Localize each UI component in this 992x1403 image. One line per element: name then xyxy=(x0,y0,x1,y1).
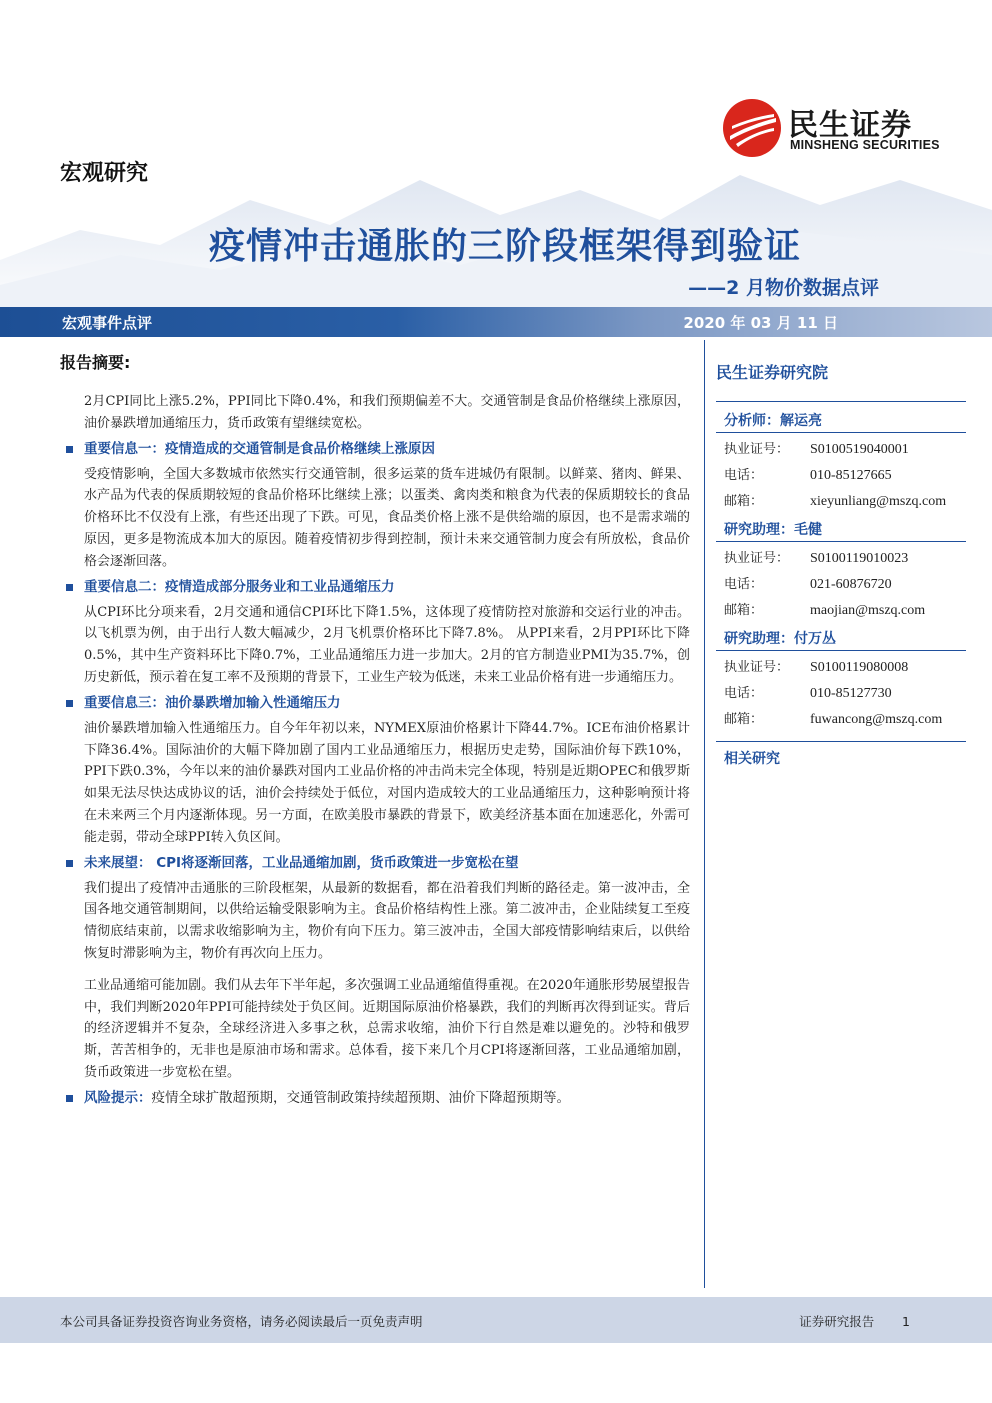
contact-row xyxy=(716,489,966,515)
contact-key: 电话： xyxy=(724,686,764,701)
contact-row xyxy=(716,437,966,463)
contact-row xyxy=(716,681,966,707)
contact-email[interactable]: maojian@mszq.com xyxy=(810,603,926,618)
contact-key: 执业证号： xyxy=(724,660,790,675)
abstract-label: 报告摘要: xyxy=(60,353,131,372)
analyst-sidebar xyxy=(716,360,966,770)
report-subtitle: ——2 月物价数据点评 xyxy=(688,277,879,299)
brand-name-en: MINSHENG SECURITIES xyxy=(790,138,940,152)
section-paragraph: 我们提出了疫情冲击通胀的三阶段框架，从最新的数据看，都在沿着我们判断的路径走。第一波冲击，全国各地交通管制期间，以供给运输受限影响为主。食品价格结构性上涨。第二波冲击，企业陆续复工至疫情彻底结束前，以需求收缩影响为主，物价有向下压力。第三波冲击，全国大部疫情影响结束后，以供给恢复时滞影响为主，物价有再次向上压力。 xyxy=(84,880,690,961)
page-footer xyxy=(0,1297,992,1343)
minsheng-logo-icon xyxy=(722,98,782,158)
section-paragraph: 受疫情影响，全国大多数城市依然实行交通管制，很多运菜的货车进城仍有限制。以鲜菜、猪肉、鲜果、水产品为代表的保质期较短的食品价格环比继续上涨；以蛋类、禽肉类和粮食为代表的保质期较长的食品价格环比不仅没有上涨，有些还出现了下跌。可见，食品类价格上涨不是供给端的原因，也不是需求端的原因，更多是物流成本加大的原因。随着疫情初步得到控制，预计未来交通管制力度会有所放松，食品价格会逐渐回落。 xyxy=(84,466,690,569)
section-heading: 重要信息二：疫情造成部分服务业和工业品通缩压力 xyxy=(66,576,690,598)
section-paragraph: 从CPI环比分项来看，2月交通和通信CPI环比下降1.5%，这体现了疫情防控对旅游和交运行业的冲击。以飞机票为例，由于出行人数大幅减少，2月飞机票价格环比下降7.8%。 从PPI来看，2月PPI环比下降0.5%，其中生产资料环比下降0.7%，工业品通缩压力进一步加大。2月的官方制造业PMI为35.7%，创历史新低，预示着在复工率不及预期的背景下，工业生产较为低迷，未来工业品价格有进一步通缩压力。 xyxy=(84,604,690,685)
column-divider xyxy=(704,340,705,1288)
report-type: 宏观事件点评 xyxy=(62,314,153,332)
section-paragraph: 油价暴跌增加输入性通缩压力。自今年年初以来，NYMEX原油价格累计下降44.7%。ICE布油价格累计下降36.4%。国际油价的大幅下降加剧了国内工业品通缩压力，根据历史走势，国际油价每下跌10%，PPI下跌0.3%，今年以来的油价暴跌对国内工业品价格的冲击尚未完全体现，特别是近期OPEC和俄罗斯如果无法尽快达成协议的话，油价会持续处于低位，对国内造成较大的工业品通缩压力，这种影响预计将在未来两三个月内逐渐体现。另一方面，在欧美股市暴跌的背景下，欧美经济基本面在加速恶化，外需可能走弱，带动全球PPI转入负区间。 xyxy=(84,720,690,845)
footer-report-label: 证券研究报告 xyxy=(799,1314,875,1329)
contact-value: S0100119080008 xyxy=(810,660,909,675)
contact-row xyxy=(716,546,966,572)
footer-report-type xyxy=(799,1312,910,1330)
contact-row xyxy=(716,463,966,489)
contact-key: 电话： xyxy=(724,468,764,483)
analyst-role: 研究助理：付万丛 xyxy=(716,624,966,651)
contact-key: 执业证号： xyxy=(724,442,790,457)
report-title: 疫情冲击通胀的三阶段框架得到验证 xyxy=(208,226,801,267)
contact-key: 邮箱： xyxy=(724,712,764,727)
section-heading: 重要信息三：油价暴跌增加输入性通缩压力 xyxy=(66,692,690,714)
section-paragraph: 工业品通缩可能加剧。我们从去年下半年起，多次强调工业品通缩值得重视。在2020年通胀形势展望报告中，我们判断2020年PPI可能持续处于负区间。近期国际原油价格暴跌，我们的判断再次得到证实。背后的经济逻辑并不复杂，全球经济进入多事之秋，总需求收缩，油价下行自然是难以避免的。沙特和俄罗斯，苦苦相争的，无非也是原油市场和需求。总体看，接下来几个月CPI将逐渐回落，工业品通缩加剧，货币政策进一步宽松在望。 xyxy=(84,977,690,1080)
report-date: 2020 年 03 月 11 日 xyxy=(683,314,838,332)
sidebar-rule xyxy=(716,401,966,402)
contact-row xyxy=(716,655,966,681)
page-number: 1 xyxy=(902,1314,910,1329)
contact-row xyxy=(716,707,966,733)
risk-label: 风险提示： xyxy=(84,1089,152,1106)
brand-name-cn: 民生证券 xyxy=(788,108,912,143)
report-category: 宏观研究 xyxy=(60,161,149,186)
contact-email[interactable]: xieyunliang@mszq.com xyxy=(810,494,947,509)
brand-logo xyxy=(722,98,972,158)
related-research: 相关研究 xyxy=(716,741,966,770)
contact-row xyxy=(716,598,966,624)
header-band xyxy=(0,307,992,337)
contact-key: 执业证号： xyxy=(724,551,790,566)
abstract-column xyxy=(60,350,690,1113)
intro-paragraph: 2月CPI同比上涨5.2%，PPI同比下降0.4%，和我们预期偏差不大。交通管制是食品价格继续上涨原因，油价暴跌增加通缩压力，货币政策有望继续宽松。 xyxy=(84,394,690,431)
contact-value: S0100519040001 xyxy=(810,442,909,457)
contact-value: S0100119010023 xyxy=(810,551,909,566)
contact-value: 021-60876720 xyxy=(810,577,892,592)
analyst-role: 分析师：解运亮 xyxy=(716,406,966,433)
contact-key: 邮箱： xyxy=(724,603,764,618)
section-heading: 重要信息一：疫情造成的交通管制是食品价格继续上涨原因 xyxy=(66,438,690,460)
risk-text: 疫情全球扩散超预期，交通管制政策持续超预期、油价下降超预期等。 xyxy=(151,1089,570,1106)
contact-key: 电话： xyxy=(724,577,764,592)
contact-value: 010-85127730 xyxy=(810,686,892,701)
institute-name: 民生证券研究院 xyxy=(716,363,829,382)
contact-value: 010-85127665 xyxy=(810,468,892,483)
section-heading: 未来展望： CPI将逐渐回落，工业品通缩加剧，货币政策进一步宽松在望 xyxy=(66,852,690,874)
contact-row xyxy=(716,572,966,598)
analyst-role: 研究助理：毛健 xyxy=(716,515,966,542)
risk-note xyxy=(66,1087,690,1109)
contact-key: 邮箱： xyxy=(724,494,764,509)
disclaimer-note: 本公司具备证券投资咨询业务资格，请务必阅读最后一页免责声明 xyxy=(60,1314,423,1329)
contact-email[interactable]: fuwancong@mszq.com xyxy=(810,712,943,727)
